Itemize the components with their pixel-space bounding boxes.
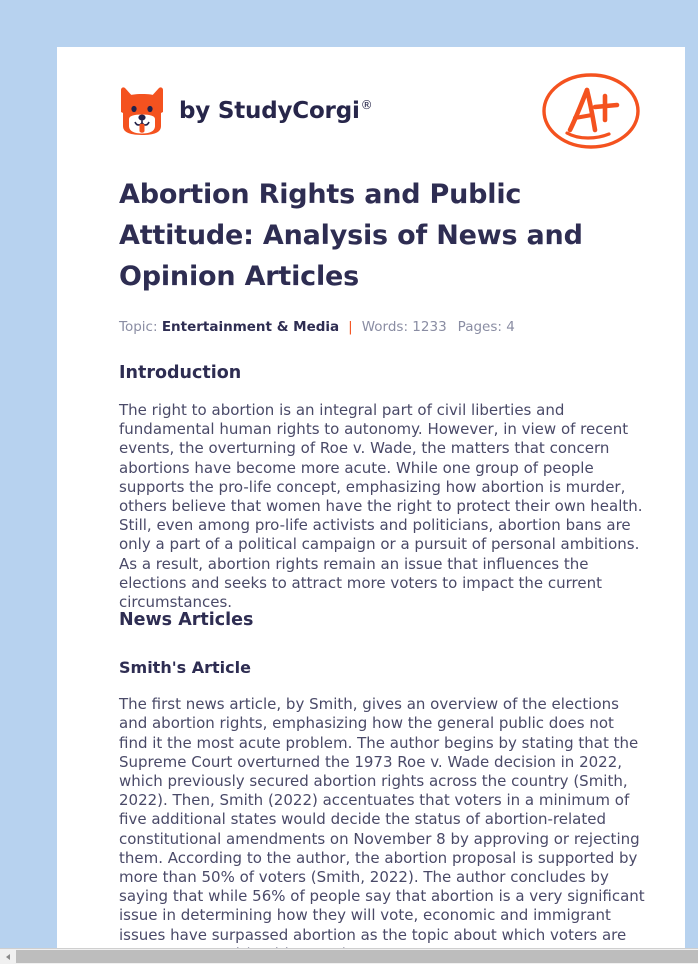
meta-separator: |: [348, 319, 353, 335]
corgi-face-icon: [119, 86, 165, 136]
scroll-left-button[interactable]: [0, 949, 16, 964]
registered-mark: ®: [360, 97, 373, 112]
section-heading-introduction: Introduction: [119, 363, 242, 383]
section-heading-news-articles: News Articles: [119, 610, 254, 631]
brand-wordmark: [179, 98, 372, 124]
section-heading-smiths-article: Smith's Article: [119, 658, 251, 678]
a-plus-circle-icon: [539, 70, 643, 152]
word-count: Words: 1233: [361, 319, 447, 335]
brand-logo-group[interactable]: [119, 86, 372, 136]
document-page: [57, 47, 685, 964]
page-title: Abortion Rights and Public Attitude: Analysis of News and Opinion Articles: [119, 179, 583, 292]
brand-name: StudyCorgi: [217, 97, 360, 124]
document-meta: [119, 319, 647, 335]
paragraph-introduction: The right to abortion is an integral part of civil liberties and fundamental human rights to autonomy. However, in view of recent events, the overturning of Roe v. Wade, the matters that concern abortions have become more acute. While one group of people supports the pro-life concept, emphasizing how abortion is murder, others believe that women have the right to protect their own health. Still, even among pro-life activists and politicians, abortion bans are only a part of a political campaign or a pursuit of personal ambitions. As a result, abortion rights remain an issue that influences the elections and seeks to attract more voters to impact the current circumstances.: [119, 401, 643, 612]
horizontal-scrollbar[interactable]: [0, 948, 698, 964]
triangle-left-icon: [6, 954, 10, 960]
site-header: [119, 47, 647, 152]
topic-link[interactable]: Entertainment & Media: [161, 319, 340, 335]
brand-prefix: by: [179, 97, 218, 124]
page-count: Pages: 4: [457, 319, 515, 335]
paragraph-smiths-article: The first news article, by Smith, gives an overview of the elections and abortion rights, emphasizing how the general public does not find it the most acute problem. The author begins by stating that the Supreme Court overturned the 1973 Roe v. Wade decision in 2022, which previously secured abortion rights across the country (Smith, 2022). Then, Smith (2022) accentuates that voters in a minimum of five additional states would decide the status of abortion-related constitutional amendments on November 8 by approving or rejecting them. According to the author, the abortion proposal is supported by more than 50% of voters (Smith, 2022). The author concludes by saying that while 56% of people say that abortion is a very significant issue in determining how they will vote, economic and immigrant issues have surpassed abortion as the topic about which voters are: [119, 695, 645, 944]
scrollbar-thumb[interactable]: [16, 950, 698, 963]
topic-label: Topic:: [119, 319, 158, 335]
scrollbar-track[interactable]: [16, 949, 698, 964]
